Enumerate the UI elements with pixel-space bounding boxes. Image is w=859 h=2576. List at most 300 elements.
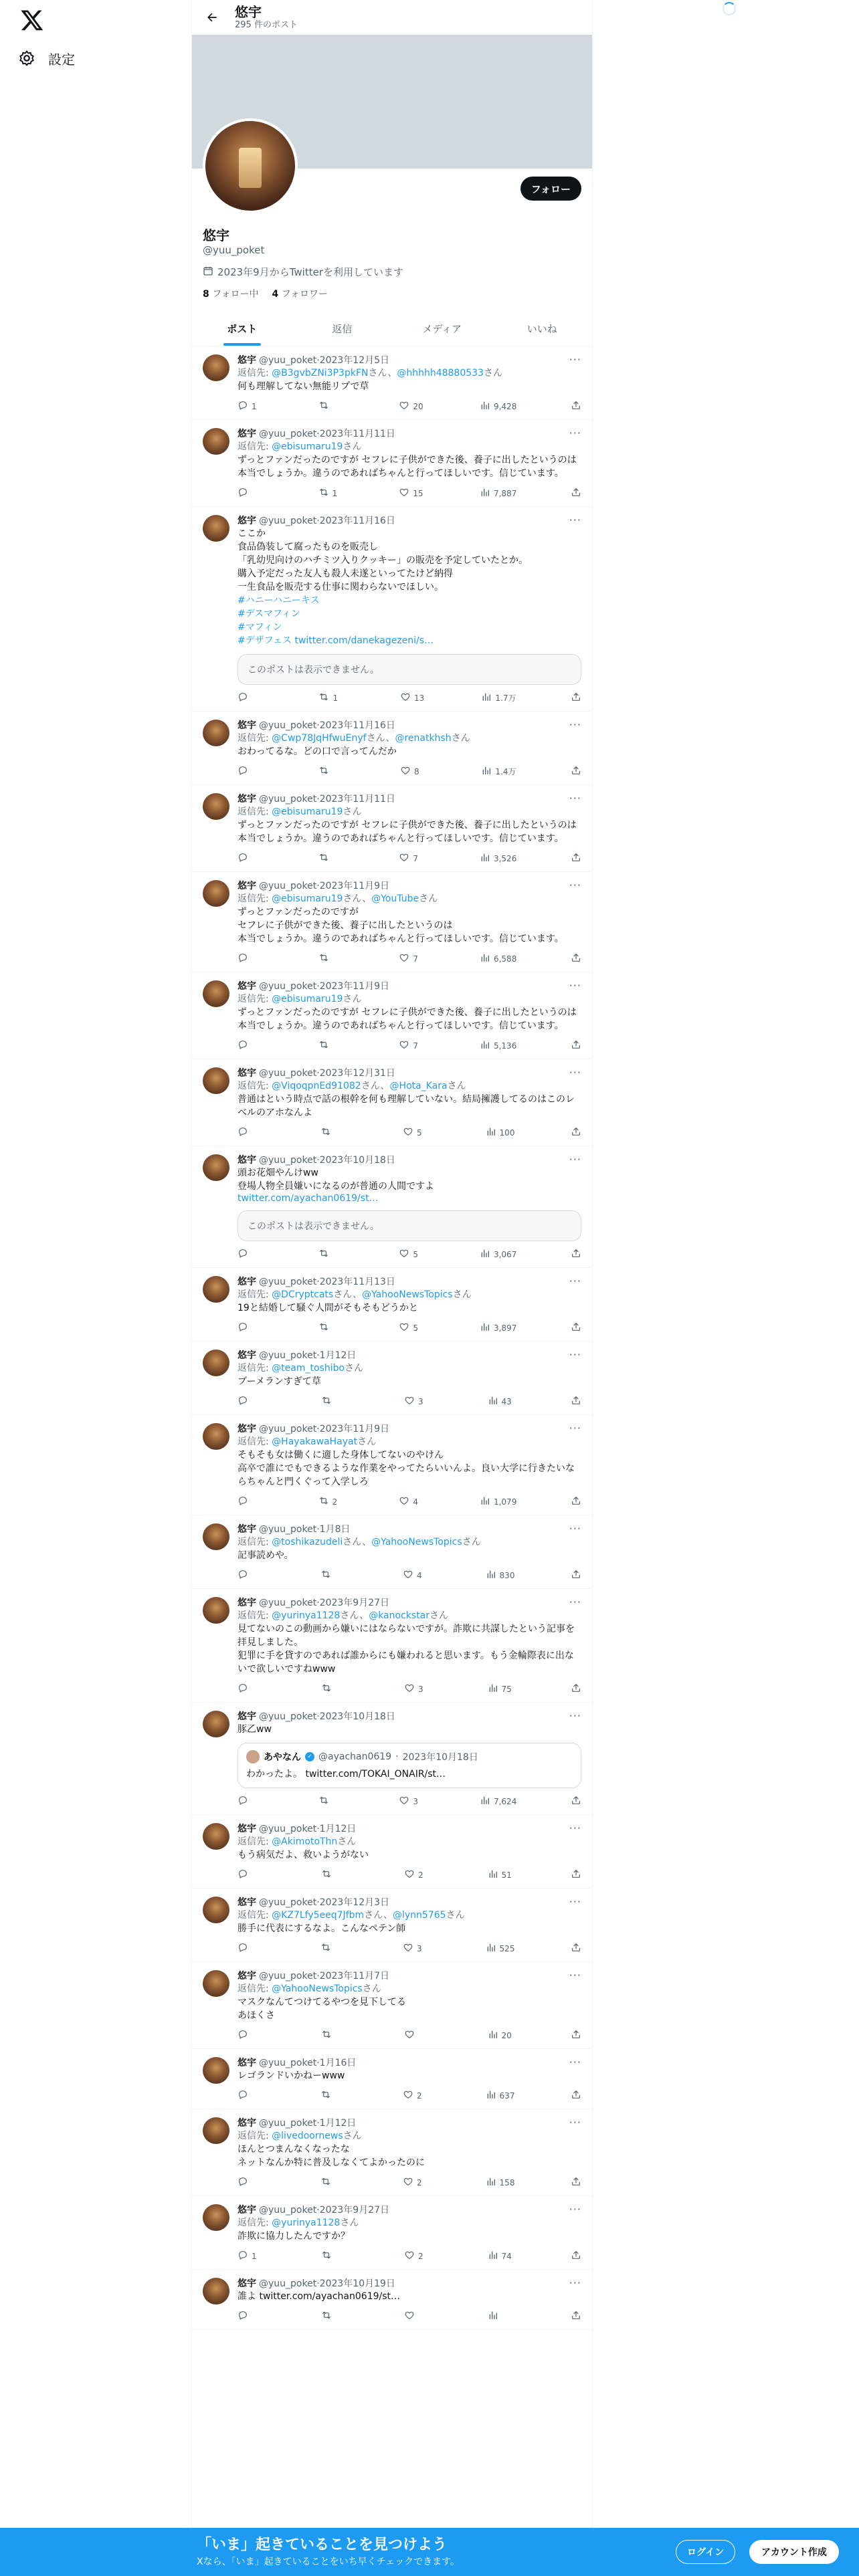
post-date[interactable]: 2023年11月9日	[319, 981, 390, 992]
post-author-handle[interactable]: @yuu_poket	[259, 1598, 317, 1608]
share-button[interactable]	[571, 952, 581, 965]
reply-button[interactable]	[237, 2250, 264, 2262]
share-button[interactable]	[571, 1126, 581, 1139]
post-avatar[interactable]	[203, 1350, 229, 1376]
post-link[interactable]: twitter.com/ayachan0619/st…	[237, 1193, 379, 1204]
share-button[interactable]	[571, 1395, 581, 1408]
reply-to-handle[interactable]: @YouTube	[371, 893, 419, 904]
post-author-handle[interactable]: @yuu_poket	[259, 355, 317, 366]
share-button[interactable]	[571, 1942, 581, 1955]
post-author-name[interactable]: 悠宇	[237, 1524, 256, 1535]
like-button[interactable]	[400, 765, 427, 778]
post-avatar[interactable]	[203, 1154, 229, 1181]
post-header	[237, 515, 581, 527]
post-item[interactable]	[192, 2270, 592, 2330]
post-author-handle[interactable]: @yuu_poket	[259, 1350, 317, 1361]
share-button[interactable]	[571, 2089, 581, 2102]
share-button[interactable]	[571, 852, 581, 865]
hashtag-link[interactable]: #デザフェス twitter.com/danekagezeni/s…	[237, 635, 434, 646]
post-author-name[interactable]: 悠宇	[237, 1971, 256, 1981]
like-button[interactable]	[403, 1942, 430, 1955]
reply-button[interactable]	[237, 2310, 264, 2323]
reply-button[interactable]	[237, 1248, 264, 1261]
reply-to-handle[interactable]: @ebisumaru19	[272, 441, 343, 452]
reply-button[interactable]	[237, 1039, 264, 1052]
post-author-name[interactable]: 悠宇	[237, 2118, 256, 2129]
reply-button[interactable]	[237, 852, 264, 865]
more-icon[interactable]: ···	[569, 1275, 581, 1287]
reply-to-handle[interactable]: @YahooNewsTopics	[272, 1983, 363, 1994]
views-button[interactable]	[488, 2250, 514, 2262]
more-icon[interactable]: ···	[569, 1153, 581, 1166]
retweet-button[interactable]	[321, 1868, 348, 1881]
reply-to-san: さん	[343, 893, 363, 904]
reply-button[interactable]	[237, 2029, 264, 2042]
login-button[interactable]: ログイン	[676, 2540, 735, 2564]
views-button[interactable]	[481, 691, 516, 704]
views-button[interactable]	[480, 1039, 516, 1052]
share-button[interactable]	[571, 1321, 581, 1334]
post-author-name[interactable]: 悠宇	[237, 2205, 256, 2216]
post-avatar[interactable]	[203, 1067, 229, 1094]
hashtag-link[interactable]: #マフィン	[237, 622, 282, 633]
post-date[interactable]: 1月12日	[319, 2118, 357, 2129]
reply-to-handle[interactable]: @YahooNewsTopics	[362, 1289, 453, 1300]
hashtag-link[interactable]: #ハニーハニーキス	[237, 595, 320, 606]
post-avatar[interactable]	[203, 2117, 229, 2144]
views-button[interactable]	[488, 2029, 514, 2042]
like-button[interactable]	[399, 1795, 425, 1808]
reply-button[interactable]	[237, 1868, 264, 1881]
retweet-button[interactable]	[321, 2310, 348, 2323]
reply-to-handle[interactable]: @kanockstar	[369, 1610, 430, 1621]
post-item[interactable]	[192, 1815, 592, 1889]
retweet-button[interactable]	[318, 1248, 345, 1261]
reply-to-handle[interactable]: @team_toshibo	[272, 1363, 345, 1374]
retweet-button[interactable]	[320, 1569, 347, 1582]
post-date[interactable]: 2023年11月11日	[319, 794, 395, 804]
reply-button[interactable]	[237, 2089, 264, 2102]
retweet-button[interactable]	[318, 952, 345, 965]
post-item[interactable]	[192, 507, 592, 712]
post-author-name[interactable]: 悠宇	[237, 1277, 256, 1287]
reply-to-handle[interactable]: @hhhhh48880533	[397, 368, 484, 379]
post-item[interactable]	[192, 420, 592, 507]
post-date[interactable]: 2023年11月9日	[319, 881, 390, 891]
retweet-button[interactable]	[320, 1942, 347, 1955]
post-author-name[interactable]: 悠宇	[237, 2058, 256, 2068]
post-item[interactable]	[192, 1889, 592, 1962]
post-date[interactable]: 2023年12月3日	[319, 1897, 390, 1908]
reply-to-handle[interactable]: @ebisumaru19	[272, 893, 343, 904]
reply-to-handle[interactable]: @AkimotoThn	[272, 1836, 338, 1847]
post-date[interactable]: 2023年11月11日	[319, 429, 395, 439]
post-avatar[interactable]	[203, 1523, 229, 1550]
post-author-handle[interactable]: @yuu_poket	[259, 2118, 317, 2129]
like-button[interactable]	[399, 487, 425, 500]
share-button[interactable]	[571, 2176, 581, 2189]
more-icon[interactable]: ···	[569, 427, 581, 439]
views-button[interactable]	[480, 1795, 516, 1808]
post-item[interactable]	[192, 2196, 592, 2270]
more-icon[interactable]: ···	[569, 1709, 581, 1722]
reply-to-handle[interactable]: @Hota_Kara	[389, 1081, 448, 1091]
like-button[interactable]	[403, 1569, 430, 1582]
post-item[interactable]	[192, 1515, 592, 1589]
post-author-handle[interactable]: @yuu_poket	[259, 794, 317, 804]
post-date[interactable]: 2023年11月9日	[319, 1424, 390, 1434]
post-author-handle[interactable]: @yuu_poket	[259, 1277, 317, 1287]
post-author-handle[interactable]: @yuu_poket	[259, 981, 317, 992]
views-button[interactable]	[488, 1683, 514, 1695]
x-logo-icon[interactable]	[20, 8, 44, 32]
more-icon[interactable]: ···	[569, 879, 581, 891]
tab-posts[interactable]: ポスト	[192, 311, 292, 346]
post-author-name[interactable]: 悠宇	[237, 981, 256, 992]
like-button[interactable]	[404, 2310, 431, 2323]
views-button[interactable]	[480, 1248, 516, 1261]
reply-button[interactable]	[237, 2176, 264, 2189]
post-item[interactable]	[192, 872, 592, 972]
post-item[interactable]	[192, 1341, 592, 1415]
like-button[interactable]	[399, 1495, 425, 1508]
reply-button[interactable]	[237, 1126, 264, 1139]
post-author-name[interactable]: 悠宇	[237, 1897, 256, 1908]
reply-button[interactable]	[237, 691, 264, 704]
share-button[interactable]	[571, 2310, 581, 2323]
post-date[interactable]: 2023年10月19日	[319, 2278, 395, 2289]
share-button[interactable]	[571, 2029, 581, 2042]
signup-button[interactable]: アカウント作成	[749, 2540, 839, 2564]
retweet-button[interactable]	[318, 765, 345, 778]
reply-to-handle[interactable]: @HayakawaHayat	[272, 1436, 358, 1447]
like-button[interactable]	[403, 1126, 430, 1139]
views-button[interactable]	[480, 852, 516, 865]
reply-button[interactable]	[237, 1495, 264, 1508]
views-button[interactable]	[480, 1321, 516, 1334]
settings-nav-item[interactable]	[17, 47, 75, 70]
back-arrow-icon[interactable]	[200, 5, 224, 29]
more-icon[interactable]: ···	[569, 1348, 581, 1361]
quoted-post[interactable]	[237, 1743, 581, 1788]
post-author-handle[interactable]: @yuu_poket	[259, 429, 317, 439]
post-item[interactable]	[192, 712, 592, 785]
retweet-icon	[320, 2176, 331, 2189]
reply-to-handle[interactable]: @Cwp78JqHfwuEnyf	[272, 733, 367, 744]
more-icon[interactable]: ···	[569, 353, 581, 366]
reply-button[interactable]	[237, 1942, 264, 1955]
post-author-handle[interactable]: @yuu_poket	[259, 1711, 317, 1722]
more-icon[interactable]: ···	[569, 1066, 581, 1079]
post-date[interactable]: 1月16日	[319, 2058, 357, 2068]
post-author-handle[interactable]: @yuu_poket	[259, 2058, 317, 2068]
views-button[interactable]	[480, 400, 516, 413]
post-author-handle[interactable]: @yuu_poket	[259, 1897, 317, 1908]
post-author-name[interactable]: 悠宇	[237, 881, 256, 891]
post-author-name[interactable]: 悠宇	[237, 1155, 256, 1166]
retweet-button[interactable]	[318, 1321, 345, 1334]
post-text: そもそも女は働くに適した身体してないのやけん 高卒で誰にでもできるような作業をやってたらいいんよ。良い大学に行きたいならちゃんと門くぐって入学しろ	[237, 1450, 575, 1487]
reply-to-handle[interactable]: @DCryptcats	[272, 1289, 334, 1300]
retweet-button[interactable]	[318, 852, 345, 865]
reply-button[interactable]	[237, 400, 264, 413]
more-icon[interactable]: ···	[569, 979, 581, 992]
post-author-handle[interactable]: @yuu_poket	[259, 516, 317, 526]
views-count: 74	[501, 2251, 512, 2261]
reply-to-handle[interactable]: @YahooNewsTopics	[371, 1537, 462, 1547]
retweet-button[interactable]	[318, 1795, 345, 1808]
post-avatar[interactable]	[203, 1823, 229, 1850]
post-actions	[237, 1795, 581, 1808]
post-author-handle[interactable]: @yuu_poket	[259, 881, 317, 891]
tab-likes[interactable]: いいね	[527, 322, 557, 335]
share-button[interactable]	[571, 1795, 581, 1808]
post-avatar[interactable]	[203, 1597, 229, 1624]
share-button[interactable]	[571, 1248, 581, 1261]
reply-to-handle[interactable]: @ViqoqpnEd91082	[272, 1081, 361, 1091]
post-author-handle[interactable]: @yuu_poket	[259, 1971, 317, 1981]
more-icon[interactable]: ···	[569, 2056, 581, 2068]
more-icon[interactable]: ···	[569, 2116, 581, 2129]
post-avatar[interactable]	[203, 1423, 229, 1450]
views-button[interactable]	[480, 1495, 516, 1508]
retweet-button[interactable]	[320, 2089, 347, 2102]
post-author-name[interactable]: 悠宇	[237, 1711, 256, 1722]
reply-to-line	[237, 2216, 581, 2230]
tab-replies[interactable]: 返信	[332, 322, 353, 335]
like-button[interactable]	[400, 691, 427, 704]
post-avatar[interactable]	[203, 1897, 229, 1923]
reply-to-handle[interactable]: @toshikazudeli	[272, 1537, 343, 1547]
views-button[interactable]	[480, 487, 516, 500]
views-button[interactable]	[486, 2089, 515, 2102]
reply-button[interactable]	[237, 765, 264, 778]
like-button[interactable]	[399, 1039, 425, 1052]
share-button[interactable]	[571, 1039, 581, 1052]
reply-button[interactable]	[237, 1395, 264, 1408]
views-button[interactable]	[486, 1942, 515, 1955]
post-author-handle[interactable]: @yuu_poket	[259, 2205, 317, 2216]
reply-to-san: さん	[430, 1610, 448, 1621]
post-item[interactable]	[192, 1146, 592, 1268]
followers-link[interactable]: 4 フォロワー	[272, 289, 328, 300]
post-author-name[interactable]: 悠宇	[237, 1598, 256, 1608]
views-button[interactable]	[481, 765, 516, 778]
like-button[interactable]	[399, 952, 425, 965]
post-date[interactable]: 2023年9月27日	[319, 2205, 390, 2216]
more-icon[interactable]: ···	[569, 1522, 581, 1535]
post-avatar[interactable]	[203, 2204, 229, 2231]
reply-to-handle[interactable]: @yurinya1128	[272, 2218, 341, 2228]
more-icon[interactable]: ···	[569, 718, 581, 731]
post-date[interactable]: 2023年10月18日	[319, 1711, 395, 1722]
reply-to-label: 返信先:	[237, 1983, 272, 1994]
post-date[interactable]: 1月12日	[319, 1824, 357, 1834]
retweet-button[interactable]	[320, 2176, 347, 2189]
post-author-handle[interactable]: @yuu_poket	[259, 1524, 317, 1535]
post-author-handle[interactable]: @yuu_poket	[259, 1068, 317, 1079]
share-button[interactable]	[571, 400, 581, 413]
reply-button[interactable]	[237, 1569, 264, 1582]
like-button[interactable]	[403, 2176, 430, 2189]
post-item[interactable]	[192, 2049, 592, 2109]
post-date[interactable]: 2023年9月27日	[319, 1598, 390, 1608]
following-link[interactable]: 8 フォロー中	[203, 289, 259, 300]
like-button[interactable]	[403, 2089, 430, 2102]
post-author-name[interactable]: 悠宇	[237, 429, 256, 439]
post-item[interactable]	[192, 785, 592, 872]
share-button[interactable]	[571, 2250, 581, 2262]
more-icon[interactable]: ···	[569, 1596, 581, 1608]
post-avatar[interactable]	[203, 793, 229, 820]
reply-to-handle[interactable]: @yurinya1128	[272, 1610, 341, 1621]
post-item[interactable]	[192, 346, 592, 420]
retweet-button[interactable]	[320, 1126, 347, 1139]
post-author-name[interactable]: 悠宇	[237, 355, 256, 366]
reply-button[interactable]	[237, 487, 264, 500]
more-icon[interactable]: ···	[569, 1895, 581, 1908]
like-button[interactable]	[399, 852, 425, 865]
like-icon	[404, 2250, 415, 2262]
post-item[interactable]	[192, 1059, 592, 1146]
retweet-button[interactable]	[318, 1039, 345, 1052]
reply-to-handle[interactable]: @renatkhsh	[395, 733, 452, 744]
views-button[interactable]	[488, 1868, 514, 1881]
post-author-name[interactable]: 悠宇	[237, 794, 256, 804]
reply-to-handle[interactable]: @lynn5765	[392, 1910, 446, 1921]
post-item[interactable]	[192, 2109, 592, 2196]
reply-icon	[237, 1321, 248, 1334]
reply-to-handle[interactable]: @livedoornews	[272, 2131, 343, 2141]
post-item[interactable]	[192, 1962, 592, 2049]
post-date[interactable]: 2023年11月16日	[319, 720, 395, 731]
like-button[interactable]	[399, 1321, 425, 1334]
views-button[interactable]	[480, 952, 516, 965]
more-icon[interactable]: ···	[569, 1969, 581, 1981]
post-author-name[interactable]: 悠宇	[237, 1350, 256, 1361]
post-avatar[interactable]	[203, 1276, 229, 1303]
like-button[interactable]	[404, 2029, 431, 2042]
retweet-button[interactable]	[321, 2029, 348, 2042]
post-author-handle[interactable]: @yuu_poket	[259, 1824, 317, 1834]
views-button[interactable]	[486, 1569, 515, 1582]
reply-to-label: 返信先:	[237, 1436, 272, 1447]
reply-to-handle[interactable]: @B3gvbZNi3P3pkFN	[272, 368, 369, 379]
post-author-handle[interactable]: @yuu_poket	[259, 1424, 317, 1434]
more-icon[interactable]: ···	[569, 1822, 581, 1834]
post-item[interactable]	[192, 1589, 592, 1703]
retweet-count: 1	[332, 488, 338, 498]
retweet-button[interactable]	[318, 1495, 345, 1508]
share-button[interactable]	[571, 1495, 581, 1508]
post-item[interactable]	[192, 972, 592, 1059]
post-item[interactable]	[192, 1415, 592, 1515]
reply-button[interactable]	[237, 952, 264, 965]
post-avatar[interactable]	[203, 354, 229, 381]
more-icon[interactable]: ···	[569, 514, 581, 526]
post-author-handle[interactable]: @yuu_poket	[259, 1155, 317, 1166]
post-date[interactable]: 2023年11月7日	[319, 1971, 390, 1981]
like-button[interactable]	[399, 400, 425, 413]
post-author-name[interactable]: 悠宇	[237, 720, 256, 731]
post-date[interactable]: 2023年12月5日	[319, 355, 390, 366]
post-date[interactable]: 1月8日	[319, 1524, 351, 1535]
retweet-button[interactable]	[318, 487, 345, 500]
post-item[interactable]	[192, 1703, 592, 1815]
share-button[interactable]	[571, 1868, 581, 1881]
like-button[interactable]	[404, 1868, 431, 1881]
retweet-button[interactable]	[318, 400, 345, 413]
more-icon[interactable]: ···	[569, 2276, 581, 2289]
retweet-button[interactable]	[321, 1683, 348, 1695]
views-button[interactable]	[486, 2176, 515, 2189]
tab-media[interactable]: メディア	[422, 322, 462, 335]
like-button[interactable]	[404, 1683, 431, 1695]
views-button[interactable]	[486, 1126, 515, 1139]
more-icon[interactable]: ···	[569, 2203, 581, 2216]
views-button[interactable]	[488, 1395, 514, 1408]
share-button[interactable]	[571, 765, 581, 778]
post-author-name[interactable]: 悠宇	[237, 1824, 256, 1834]
share-button[interactable]	[571, 1683, 581, 1695]
post-date[interactable]: 2023年12月31日	[319, 1068, 395, 1079]
post-avatar[interactable]	[203, 515, 229, 542]
post-avatar[interactable]	[203, 880, 229, 907]
post-author-name[interactable]: 悠宇	[237, 1424, 256, 1434]
post-author-name[interactable]: 悠宇	[237, 1068, 256, 1079]
post-date[interactable]: 2023年11月16日	[319, 516, 395, 526]
post-author-name[interactable]: 悠宇	[237, 2278, 256, 2289]
profile-avatar[interactable]	[203, 118, 298, 213]
reply-to-handle[interactable]: @ebisumaru19	[272, 807, 343, 817]
reply-button[interactable]	[237, 1683, 264, 1695]
retweet-button[interactable]	[321, 2250, 348, 2262]
views-button[interactable]	[488, 2310, 514, 2323]
reply-button[interactable]	[237, 1795, 264, 1808]
hashtag-link[interactable]: #デスマフィン	[237, 609, 300, 619]
reply-to-handle[interactable]: @KZ7Lfy5eeq7Jfbm	[272, 1910, 365, 1921]
post-avatar[interactable]	[203, 720, 229, 746]
post-author-handle[interactable]: @yuu_poket	[259, 2278, 317, 2289]
like-button[interactable]	[404, 1395, 431, 1408]
post-item[interactable]	[192, 1268, 592, 1341]
post-avatar[interactable]	[203, 2057, 229, 2084]
post-avatar[interactable]	[203, 1970, 229, 1997]
post-date[interactable]: 2023年11月13日	[319, 1277, 395, 1287]
share-button[interactable]	[571, 487, 581, 500]
post-date[interactable]: 1月12日	[319, 1350, 357, 1361]
post-date[interactable]: 2023年10月18日	[319, 1155, 395, 1166]
post-avatar[interactable]	[203, 980, 229, 1007]
like-button[interactable]	[399, 1248, 425, 1261]
post-author-handle[interactable]: @yuu_poket	[259, 720, 317, 731]
post-avatar[interactable]	[203, 1711, 229, 1737]
share-button[interactable]	[571, 1569, 581, 1582]
more-icon[interactable]: ···	[569, 792, 581, 804]
post-avatar[interactable]	[203, 428, 229, 455]
retweet-button[interactable]	[321, 1395, 348, 1408]
more-icon[interactable]: ···	[569, 1422, 581, 1434]
post-text: レゴランドいかねーwww	[237, 2070, 345, 2081]
reply-to-handle[interactable]: @ebisumaru19	[272, 994, 343, 1004]
like-button[interactable]	[404, 2250, 431, 2262]
share-button[interactable]	[571, 691, 581, 704]
post-author-name[interactable]: 悠宇	[237, 516, 256, 526]
post-avatar[interactable]	[203, 2278, 229, 2304]
retweet-button[interactable]	[318, 691, 345, 704]
reply-button[interactable]	[237, 1321, 264, 1334]
follow-button[interactable]: フォロー	[520, 177, 581, 201]
